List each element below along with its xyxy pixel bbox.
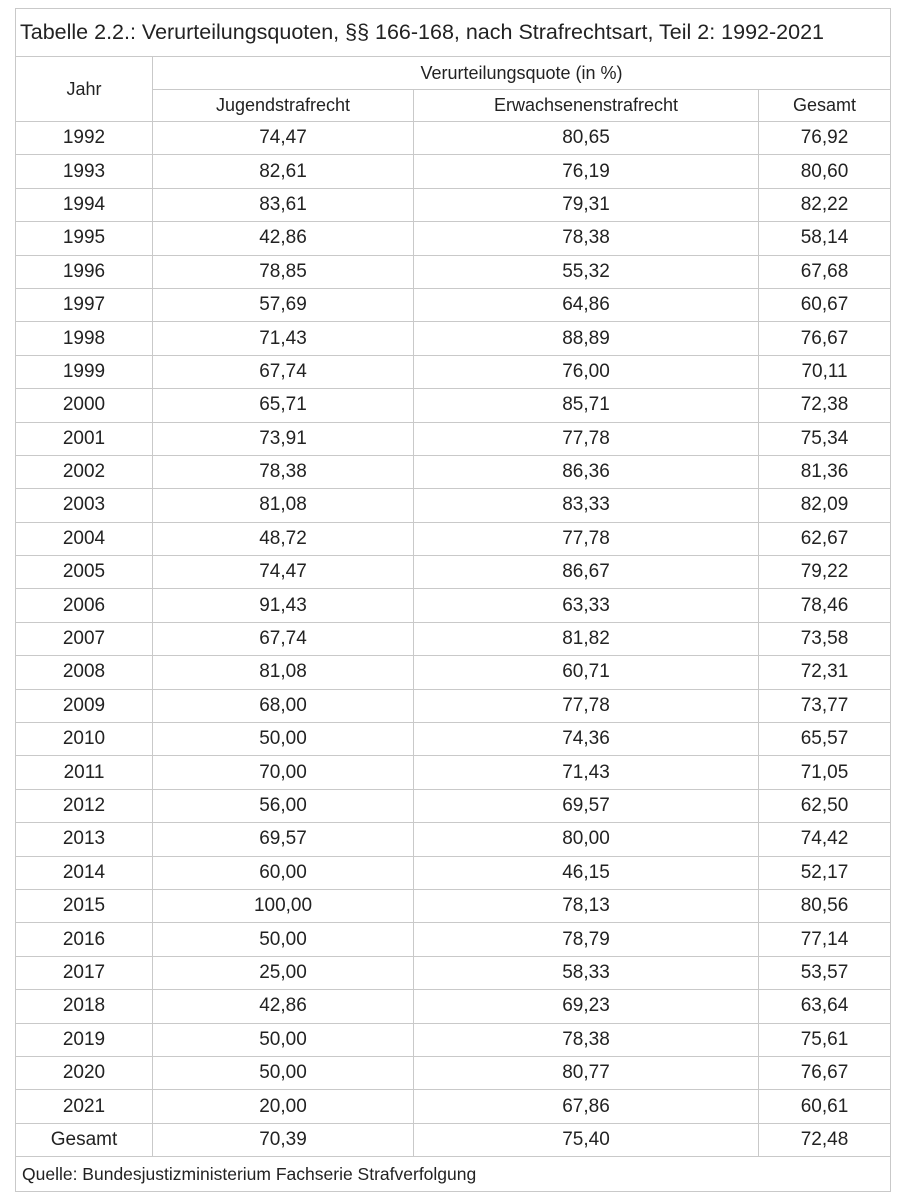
cell-jugendstrafrecht: 70,00 [153, 756, 414, 789]
cell-gesamt: 62,50 [759, 789, 891, 822]
cell-year: 2010 [16, 723, 153, 756]
table-row [16, 889, 891, 922]
cell-erwachsenenstrafrecht: 60,71 [414, 656, 759, 689]
cell-year: 2006 [16, 589, 153, 622]
column-header-erwachsenenstrafrecht: Erwachsenenstrafrecht [414, 90, 759, 122]
cell-jugendstrafrecht: 100,00 [153, 889, 414, 922]
cell-year: 2000 [16, 389, 153, 422]
cell-gesamt: 77,14 [759, 923, 891, 956]
table-row-total [16, 1123, 891, 1156]
cell-gesamt: 78,46 [759, 589, 891, 622]
cell-year: 2020 [16, 1056, 153, 1089]
cell-gesamt: 74,42 [759, 823, 891, 856]
cell-year: Gesamt [16, 1123, 153, 1156]
table-row [16, 956, 891, 989]
cell-erwachsenenstrafrecht: 86,67 [414, 556, 759, 589]
table-row [16, 789, 891, 822]
cell-jugendstrafrecht: 81,08 [153, 489, 414, 522]
table-row [16, 1090, 891, 1123]
cell-erwachsenenstrafrecht: 86,36 [414, 455, 759, 488]
cell-erwachsenenstrafrecht: 79,31 [414, 188, 759, 221]
table-row [16, 589, 891, 622]
cell-jugendstrafrecht: 65,71 [153, 389, 414, 422]
cell-jugendstrafrecht: 42,86 [153, 222, 414, 255]
cell-erwachsenenstrafrecht: 80,77 [414, 1056, 759, 1089]
cell-gesamt: 82,22 [759, 188, 891, 221]
table-row [16, 188, 891, 221]
cell-jugendstrafrecht: 50,00 [153, 723, 414, 756]
cell-year: 2015 [16, 889, 153, 922]
cell-year: 1993 [16, 155, 153, 188]
cell-gesamt: 52,17 [759, 856, 891, 889]
cell-jugendstrafrecht: 73,91 [153, 422, 414, 455]
cell-year: 1999 [16, 355, 153, 388]
table-row [16, 923, 891, 956]
table-row [16, 489, 891, 522]
cell-jugendstrafrecht: 42,86 [153, 990, 414, 1023]
cell-gesamt: 60,61 [759, 1090, 891, 1123]
column-header-gesamt: Gesamt [759, 90, 891, 122]
cell-gesamt: 58,14 [759, 222, 891, 255]
cell-year: 2019 [16, 1023, 153, 1056]
cell-gesamt: 79,22 [759, 556, 891, 589]
table-row [16, 656, 891, 689]
cell-gesamt: 80,60 [759, 155, 891, 188]
cell-jugendstrafrecht: 67,74 [153, 622, 414, 655]
cell-gesamt: 70,11 [759, 355, 891, 388]
cell-jugendstrafrecht: 60,00 [153, 856, 414, 889]
cell-erwachsenenstrafrecht: 80,65 [414, 122, 759, 155]
cell-year: 2011 [16, 756, 153, 789]
cell-jugendstrafrecht: 78,85 [153, 255, 414, 288]
cell-year: 2003 [16, 489, 153, 522]
table-row [16, 455, 891, 488]
cell-erwachsenenstrafrecht: 85,71 [414, 389, 759, 422]
cell-gesamt: 60,67 [759, 288, 891, 321]
cell-gesamt: 76,67 [759, 1056, 891, 1089]
cell-year: 1996 [16, 255, 153, 288]
cell-erwachsenenstrafrecht: 69,23 [414, 990, 759, 1023]
table-row [16, 723, 891, 756]
table-row [16, 389, 891, 422]
conviction-rate-table [15, 8, 891, 1192]
cell-gesamt: 63,64 [759, 990, 891, 1023]
cell-jugendstrafrecht: 70,39 [153, 1123, 414, 1156]
cell-gesamt: 81,36 [759, 455, 891, 488]
cell-gesamt: 75,61 [759, 1023, 891, 1056]
cell-jugendstrafrecht: 50,00 [153, 1056, 414, 1089]
cell-year: 2004 [16, 522, 153, 555]
cell-erwachsenenstrafrecht: 75,40 [414, 1123, 759, 1156]
cell-jugendstrafrecht: 50,00 [153, 923, 414, 956]
cell-gesamt: 82,09 [759, 489, 891, 522]
column-group-header-rate: Verurteilungsquote (in %) [153, 57, 891, 90]
cell-jugendstrafrecht: 91,43 [153, 589, 414, 622]
cell-erwachsenenstrafrecht: 63,33 [414, 589, 759, 622]
cell-erwachsenenstrafrecht: 78,13 [414, 889, 759, 922]
cell-jugendstrafrecht: 57,69 [153, 288, 414, 321]
column-header-year: Jahr [16, 57, 153, 122]
cell-year: 2008 [16, 656, 153, 689]
table-row [16, 355, 891, 388]
cell-erwachsenenstrafrecht: 55,32 [414, 255, 759, 288]
cell-jugendstrafrecht: 48,72 [153, 522, 414, 555]
table-row [16, 522, 891, 555]
cell-erwachsenenstrafrecht: 81,82 [414, 622, 759, 655]
cell-erwachsenenstrafrecht: 71,43 [414, 756, 759, 789]
cell-jugendstrafrecht: 68,00 [153, 689, 414, 722]
cell-erwachsenenstrafrecht: 64,86 [414, 288, 759, 321]
cell-gesamt: 72,38 [759, 389, 891, 422]
cell-gesamt: 72,48 [759, 1123, 891, 1156]
cell-jugendstrafrecht: 74,47 [153, 556, 414, 589]
cell-jugendstrafrecht: 25,00 [153, 956, 414, 989]
cell-jugendstrafrecht: 50,00 [153, 1023, 414, 1056]
cell-erwachsenenstrafrecht: 74,36 [414, 723, 759, 756]
cell-gesamt: 62,67 [759, 522, 891, 555]
cell-gesamt: 76,67 [759, 322, 891, 355]
table-row [16, 255, 891, 288]
table-row [16, 1023, 891, 1056]
cell-year: 2001 [16, 422, 153, 455]
cell-jugendstrafrecht: 67,74 [153, 355, 414, 388]
cell-erwachsenenstrafrecht: 77,78 [414, 522, 759, 555]
cell-erwachsenenstrafrecht: 76,00 [414, 355, 759, 388]
cell-year: 2016 [16, 923, 153, 956]
cell-year: 1992 [16, 122, 153, 155]
table-body [16, 122, 891, 1157]
cell-erwachsenenstrafrecht: 83,33 [414, 489, 759, 522]
cell-gesamt: 65,57 [759, 723, 891, 756]
cell-jugendstrafrecht: 78,38 [153, 455, 414, 488]
cell-gesamt: 67,68 [759, 255, 891, 288]
cell-year: 2009 [16, 689, 153, 722]
cell-year: 1997 [16, 288, 153, 321]
column-header-jugendstrafrecht: Jugendstrafrecht [153, 90, 414, 122]
table-source-note: Quelle: Bundesjustizministerium Fachserie Strafverfolgung [16, 1157, 891, 1192]
cell-gesamt: 73,77 [759, 689, 891, 722]
cell-year: 2007 [16, 622, 153, 655]
table-row [16, 222, 891, 255]
cell-erwachsenenstrafrecht: 67,86 [414, 1090, 759, 1123]
cell-year: 2002 [16, 455, 153, 488]
cell-erwachsenenstrafrecht: 77,78 [414, 422, 759, 455]
table-row [16, 756, 891, 789]
cell-gesamt: 75,34 [759, 422, 891, 455]
cell-erwachsenenstrafrecht: 77,78 [414, 689, 759, 722]
cell-jugendstrafrecht: 83,61 [153, 188, 414, 221]
cell-year: 1994 [16, 188, 153, 221]
cell-jugendstrafrecht: 56,00 [153, 789, 414, 822]
cell-jugendstrafrecht: 81,08 [153, 656, 414, 689]
cell-year: 1995 [16, 222, 153, 255]
cell-year: 1998 [16, 322, 153, 355]
table-row [16, 689, 891, 722]
cell-erwachsenenstrafrecht: 76,19 [414, 155, 759, 188]
cell-erwachsenenstrafrecht: 69,57 [414, 789, 759, 822]
cell-gesamt: 76,92 [759, 122, 891, 155]
cell-gesamt: 72,31 [759, 656, 891, 689]
table-row [16, 322, 891, 355]
cell-jugendstrafrecht: 82,61 [153, 155, 414, 188]
table-row [16, 288, 891, 321]
cell-gesamt: 80,56 [759, 889, 891, 922]
table-row [16, 422, 891, 455]
cell-gesamt: 53,57 [759, 956, 891, 989]
table-row [16, 856, 891, 889]
cell-jugendstrafrecht: 20,00 [153, 1090, 414, 1123]
cell-erwachsenenstrafrecht: 58,33 [414, 956, 759, 989]
table-row [16, 155, 891, 188]
table-row [16, 990, 891, 1023]
table-row [16, 122, 891, 155]
cell-year: 2017 [16, 956, 153, 989]
cell-year: 2021 [16, 1090, 153, 1123]
cell-jugendstrafrecht: 69,57 [153, 823, 414, 856]
cell-year: 2013 [16, 823, 153, 856]
table-title: Tabelle 2.2.: Verurteilungsquoten, §§ 166-168, nach Strafrechtsart, Teil 2: 1992-2021 [16, 9, 891, 57]
cell-year: 2014 [16, 856, 153, 889]
table-row [16, 622, 891, 655]
cell-erwachsenenstrafrecht: 80,00 [414, 823, 759, 856]
table-row [16, 823, 891, 856]
cell-erwachsenenstrafrecht: 78,38 [414, 222, 759, 255]
cell-erwachsenenstrafrecht: 78,38 [414, 1023, 759, 1056]
cell-jugendstrafrecht: 71,43 [153, 322, 414, 355]
cell-gesamt: 73,58 [759, 622, 891, 655]
cell-jugendstrafrecht: 74,47 [153, 122, 414, 155]
cell-year: 2012 [16, 789, 153, 822]
cell-erwachsenenstrafrecht: 46,15 [414, 856, 759, 889]
table-row [16, 556, 891, 589]
cell-year: 2005 [16, 556, 153, 589]
table-row [16, 1056, 891, 1089]
cell-gesamt: 71,05 [759, 756, 891, 789]
cell-erwachsenenstrafrecht: 78,79 [414, 923, 759, 956]
cell-year: 2018 [16, 990, 153, 1023]
cell-erwachsenenstrafrecht: 88,89 [414, 322, 759, 355]
